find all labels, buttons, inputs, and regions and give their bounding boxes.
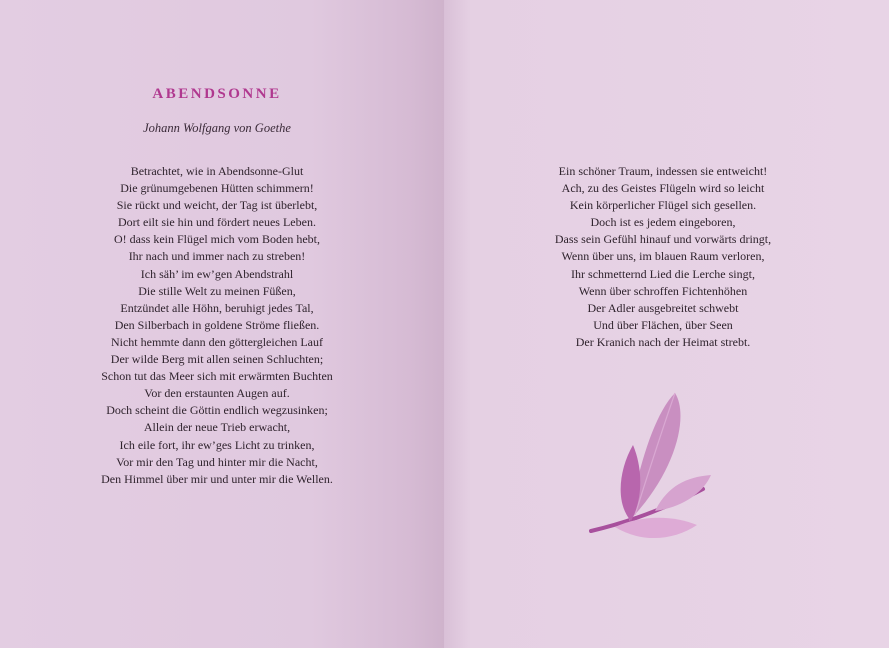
verse-line: Nicht hemmte dann den göttergleichen Lauf xyxy=(110,334,324,349)
left-page xyxy=(0,0,444,648)
verse-line: Doch ist es jedem eingeboren, xyxy=(590,215,736,230)
verse-line: Ihr schmetternd Lied die Lerche singt, xyxy=(571,266,755,281)
verse-line: Ein schöner Traum, indessen sie entweicht! xyxy=(558,164,768,178)
verse-line: Wenn über schroffen Fichtenhöhen xyxy=(578,283,748,298)
verse-line: Allein der neue Trieb erwacht, xyxy=(143,420,291,435)
verse-line: Betrachtet, wie in Abendsonne-Glut xyxy=(130,164,304,178)
verse-line: Die stille Welt zu meinen Füßen, xyxy=(138,283,296,298)
verse-line: Sie rückt und weicht, der Tag ist überlebt, xyxy=(116,198,318,213)
verse-line: Ach, zu des Geistes Flügeln wird so leicht xyxy=(561,181,765,196)
verse-line: Ich säh’ im ew’gen Abendstrahl xyxy=(140,266,294,281)
verse-line: Vor mir den Tag und hinter mir die Nacht, xyxy=(116,454,318,469)
verse-line: O! dass kein Flügel mich vom Boden hebt, xyxy=(114,232,320,247)
verse-line: Ihr nach und immer nach zu streben! xyxy=(128,249,306,264)
verse-line: Kein körperlicher Flügel sich gesellen. xyxy=(569,198,757,213)
leaf-middle xyxy=(655,475,711,511)
verse-line: Wenn über uns, im blauen Raum verloren, xyxy=(561,249,765,264)
verse-line: Der Adler ausgebreitet schwebt xyxy=(587,300,739,315)
verse-line: Den Silberbach in goldene Ströme fließen. xyxy=(114,317,320,332)
verse-line: Doch scheint die Göttin endlich wegzusinken; xyxy=(106,403,328,418)
verse-line: Dass sein Gefühl hinauf und vorwärts dringt, xyxy=(554,232,772,247)
verse-line: Dort eilt sie hin und fördert neues Leben. xyxy=(118,215,316,230)
verse-line: Der Kranich nach der Heimat strebt. xyxy=(575,334,751,349)
verse-line: Ich eile fort, ihr ew’ges Licht zu trinken, xyxy=(119,437,315,452)
poem-verse-left xyxy=(0,163,434,488)
verse-line: Den Himmel über mir und unter mir die Wellen. xyxy=(101,471,333,486)
verse-line: Und über Flächen, über Seen xyxy=(593,317,733,332)
verse-line: Entzündet alle Höhn, beruhigt jedes Tal, xyxy=(120,300,314,315)
verse-line: Die grünumgebenen Hütten schimmern! xyxy=(120,181,314,196)
verse-line: Der wilde Berg mit allen seinen Schluchten; xyxy=(110,352,324,367)
poem-author: Johann Wolfgang von Goethe xyxy=(143,121,291,135)
poem-title: ABENDSONNE xyxy=(152,86,282,102)
leaf-branch-icon xyxy=(585,385,725,555)
verse-line: Schon tut das Meer sich mit erwärmten Buchten xyxy=(101,369,333,384)
verse-line: Vor den erstaunten Augen auf. xyxy=(144,386,290,401)
poem-verse-right xyxy=(513,163,813,351)
